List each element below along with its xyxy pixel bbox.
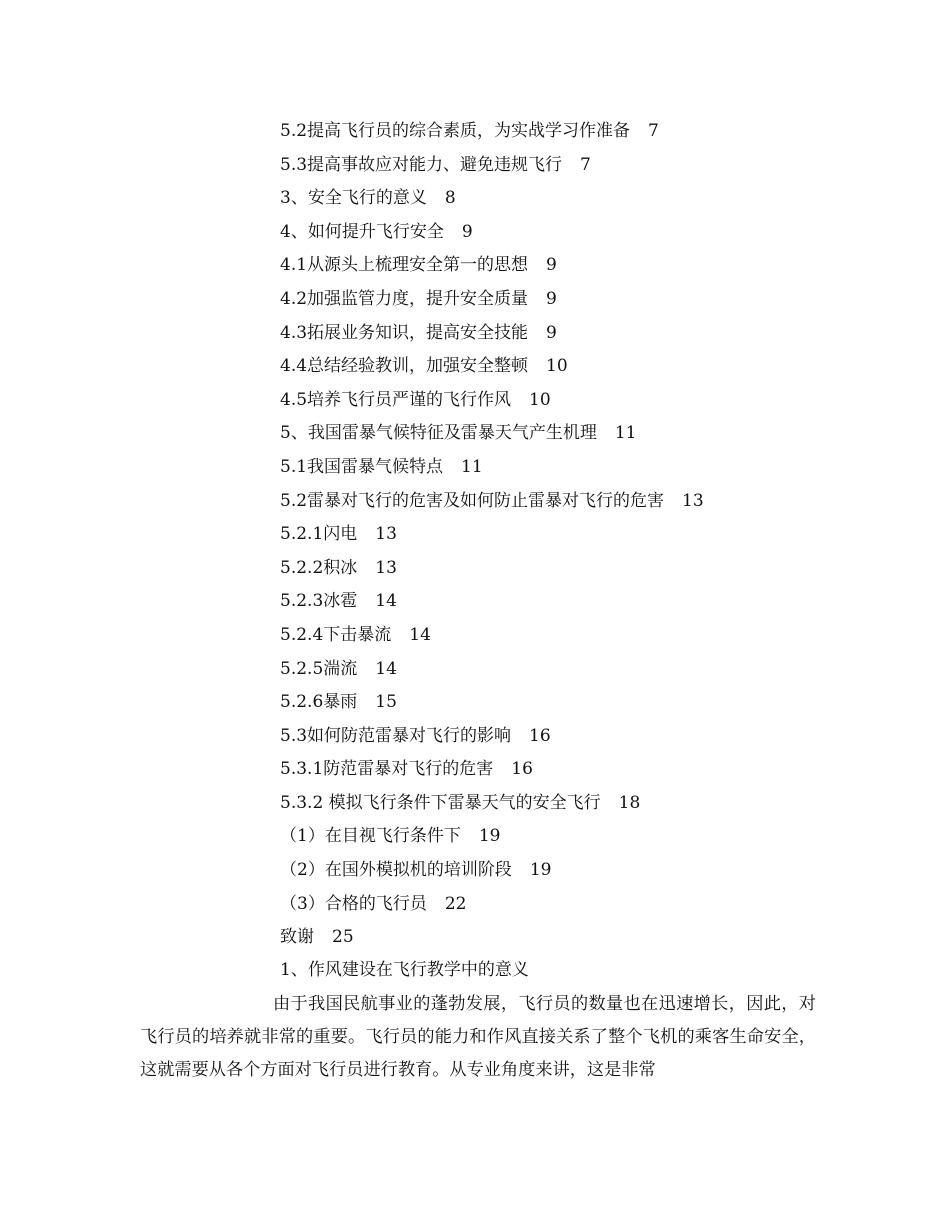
toc-entry-title: 5、我国雷暴气候特征及雷暴天气产生机理 (280, 423, 597, 444)
toc-entry (280, 182, 880, 216)
toc-entry-title: 4.5培养飞行员严谨的飞行作风 (280, 389, 512, 410)
toc-entry (280, 350, 880, 384)
toc-entry (280, 787, 880, 821)
toc-entry (280, 753, 880, 787)
toc-entry-page: 13 (375, 524, 397, 545)
toc-entry (280, 720, 880, 754)
toc-entry-page: 15 (375, 692, 397, 713)
toc-entry (280, 854, 880, 888)
toc-entry-page: 11 (461, 456, 483, 477)
toc-entry (280, 585, 880, 619)
toc-entry-page: 9 (461, 221, 473, 242)
toc-entry-page: 9 (546, 322, 557, 343)
toc-entry (280, 317, 880, 351)
section-heading: 1、作风建设在飞行教学中的意义 (280, 960, 529, 980)
toc-entry-title: 3、安全飞行的意义 (280, 188, 427, 209)
toc-entry (280, 249, 880, 283)
toc-entry (280, 283, 880, 317)
toc-entry (280, 518, 880, 552)
toc-entry (280, 619, 880, 653)
toc-entry-title: 5.2.3冰雹 (280, 591, 358, 612)
toc-entry-title: 4.4总结经验教训，加强安全整顿 (280, 356, 529, 377)
toc-entry (280, 888, 880, 922)
toc-entry (280, 921, 880, 955)
toc-entry-title: 4.3拓展业务知识，提高安全技能 (280, 322, 529, 343)
toc-entry (280, 417, 880, 451)
toc-entry-title: 5.3如何防范雷暴对飞行的影响 (280, 725, 512, 746)
toc-entry-title: 5.3.2 模拟飞行条件下雷暴天气的安全飞行 (280, 792, 601, 813)
toc-entry-title: 5.2.2积冰 (280, 557, 358, 578)
toc-entry-page: 16 (529, 725, 551, 746)
body-paragraph: 由于我国民航事业的蓬勃发展，飞行员的数量也在迅速增长，因此，对飞行员的培养就非常的重要。飞行员的能力和作风直接关系了整个飞机的乘客生命安全，这就需要从各个方面对飞行员进行教育。从专业角度来讲，这是非常 (140, 994, 816, 1081)
toc-entry-title: 5.2雷暴对飞行的危害及如何防止雷暴对飞行的危害 (280, 490, 665, 511)
toc-entry-title: 4、如何提升飞行安全 (280, 221, 444, 242)
toc-entry (280, 820, 880, 854)
toc-entry-page: 7 (648, 121, 659, 141)
toc-entry-title: 5.2.5湍流 (280, 658, 358, 679)
toc-entry-page: 19 (529, 860, 552, 881)
toc-entry (280, 149, 880, 183)
toc-entry-title: 4.1从源头上梳理安全第一的思想 (280, 255, 529, 276)
toc-entry-page: 10 (529, 389, 551, 410)
toc-entry-title: 4.2加强监管力度，提升安全质量 (280, 288, 529, 309)
toc-entry (280, 485, 880, 519)
toc-entry (280, 653, 880, 687)
toc-entry-page: 9 (546, 288, 557, 309)
toc-entry-page: 25 (332, 927, 354, 948)
toc-entry (280, 686, 880, 720)
toc-entry-title: 5.2.4下击暴流 (280, 624, 392, 645)
toc-entry-page: 14 (409, 624, 431, 645)
toc-entry-page: 8 (444, 188, 456, 209)
toc-entry (280, 552, 880, 586)
toc-entry-title: 5.1我国雷暴气候特点 (280, 456, 444, 477)
toc-entry-title: 5.2提高飞行员的综合素质，为实战学习作准备 (280, 121, 631, 141)
toc-entry-page: 18 (618, 792, 641, 813)
toc-entry-page: 22 (444, 893, 467, 914)
table-of-contents (280, 115, 880, 955)
toc-entry (280, 451, 880, 485)
toc-entry-page: 9 (546, 255, 557, 276)
toc-entry-page: 13 (682, 490, 704, 511)
toc-entry-title: 5.2.6暴雨 (280, 692, 358, 713)
toc-entry-title: （1）在目视飞行条件下 (280, 826, 461, 847)
toc-entry-title: 致谢 (280, 927, 314, 948)
toc-entry-title: （2）在国外模拟机的培训阶段 (280, 860, 512, 881)
toc-entry-title: 5.3提高事故应对能力、避免违规飞行 (280, 154, 563, 175)
toc-entry-title: （3）合格的飞行员 (280, 893, 427, 914)
toc-entry-page: 7 (580, 154, 591, 175)
toc-entry-title: 5.2.1闪电 (280, 524, 358, 545)
toc-entry-page: 13 (375, 557, 397, 578)
toc-entry-page: 14 (375, 591, 397, 612)
toc-entry-page: 10 (546, 356, 568, 377)
toc-entry (280, 384, 880, 418)
toc-entry-title: 5.3.1防范雷暴对飞行的危害 (280, 759, 494, 780)
toc-entry-page: 16 (511, 759, 533, 780)
toc-entry (280, 216, 880, 250)
toc-entry (280, 115, 880, 149)
toc-entry-page: 11 (614, 423, 637, 444)
toc-entry-page: 19 (478, 826, 501, 847)
toc-entry-page: 14 (375, 658, 397, 679)
